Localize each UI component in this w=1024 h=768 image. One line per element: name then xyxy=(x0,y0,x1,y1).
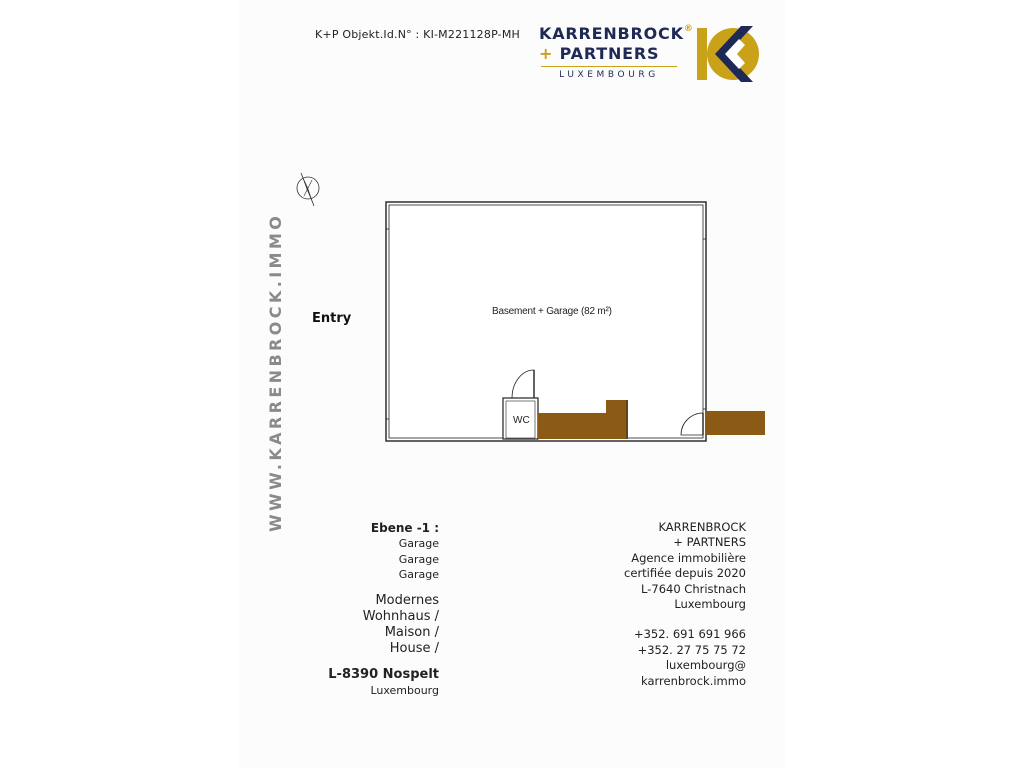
spacer xyxy=(600,612,746,627)
agency-line: L-7640 Christnach xyxy=(641,581,746,596)
website-vertical: WWW.KARRENBROCK.IMMO xyxy=(266,212,285,532)
email-line: luxembourg@ xyxy=(665,658,746,673)
email-domain: karrenbrock.immo xyxy=(641,673,746,688)
logo-rule xyxy=(541,66,677,67)
property-country: Luxembourg xyxy=(370,683,439,697)
level-item: Garage xyxy=(398,552,439,566)
level-title: Ebene -1 : xyxy=(370,521,439,535)
registered-mark: ® xyxy=(683,24,694,34)
level-item: Garage xyxy=(398,537,439,550)
logo-name-line2 xyxy=(539,44,691,63)
object-id: K+P Objekt.Id.N° : KI-M221128P-MH xyxy=(315,28,520,41)
logo-name-karrenbrock: KARRENBROCK xyxy=(539,24,684,43)
property-type-line: Modernes xyxy=(375,592,439,608)
wc-label: WC xyxy=(513,415,530,426)
logo-city: LUXEMBOURG xyxy=(559,70,659,80)
level-info xyxy=(300,521,439,698)
property-type xyxy=(300,593,439,657)
entry-label: Entry xyxy=(312,311,352,326)
agency-info xyxy=(600,520,746,689)
company-logo-text xyxy=(539,24,694,80)
phone-mobile: +352. 691 691 966 xyxy=(633,627,746,642)
floor-plan-drawing xyxy=(384,199,768,445)
agency-line: Agence immobilière xyxy=(631,550,746,565)
property-address: L-8390 Nospelt xyxy=(328,666,439,682)
logo-name-line1 xyxy=(539,24,694,43)
room-label: Basement + Garage (82 m²) xyxy=(492,306,612,317)
agency-line: KARRENBROCK xyxy=(658,520,746,534)
agency-line: certifiée depuis 2020 xyxy=(624,566,746,581)
phone-landline: +352. 27 75 75 72 xyxy=(637,642,746,657)
property-type-line: Wohnhaus / xyxy=(362,608,439,624)
logo-name-partners: PARTNERS xyxy=(559,44,660,63)
agency-line: Luxembourg xyxy=(674,597,746,612)
property-type-line: House / xyxy=(389,640,439,656)
agency-line: + PARTNERS xyxy=(673,535,746,550)
logo-plus: + xyxy=(539,44,554,63)
k-logo-icon xyxy=(693,22,761,86)
level-item: Garage xyxy=(398,568,439,581)
property-type-line: Maison / xyxy=(384,624,439,640)
compass-north-icon xyxy=(292,168,324,212)
